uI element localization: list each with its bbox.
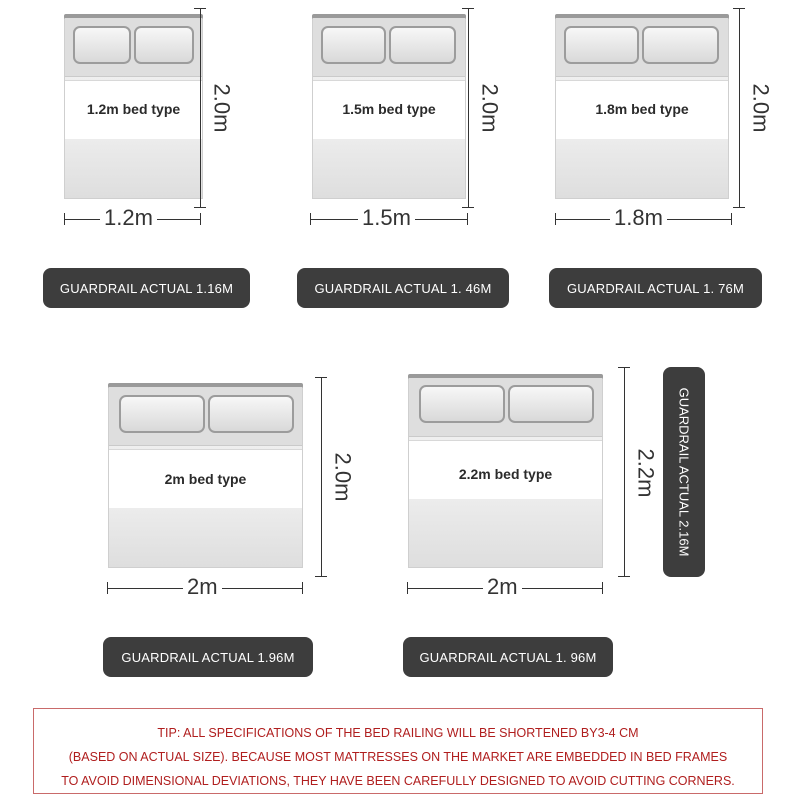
guardrail-side-label: GUARDRAIL ACTUAL 2.16M (676, 387, 692, 557)
dimension-tick (602, 582, 603, 594)
pillow-icon (389, 26, 456, 64)
pillow-icon (642, 26, 719, 64)
dimension-tick (462, 8, 474, 9)
bed-blanket (313, 139, 465, 198)
bed-diagram-2-2m (408, 377, 603, 568)
bed-diagram-1-8m (555, 17, 729, 199)
guardrail-badge: GUARDRAIL ACTUAL 1.16M (43, 268, 250, 308)
pillow-icon (508, 385, 594, 423)
width-dimension-label: 2m (183, 574, 222, 600)
tip-line-2: (BASED ON ACTUAL SIZE). BECAUSE MOST MATTRESSES ON THE MARKET ARE EMBEDDED IN BED FRAMES (68, 750, 728, 764)
guardrail-badge: GUARDRAIL ACTUAL 1.96M (103, 637, 313, 677)
dimension-tick (618, 367, 630, 368)
bed-blanket (556, 139, 728, 198)
width-dimension-label: 1.8m (610, 205, 667, 231)
length-dimension-line (624, 367, 625, 577)
length-dimension-label: 2.0m (330, 452, 356, 502)
bed-type-label: 2.2m bed type (458, 466, 553, 482)
bed-diagram-1-5m (312, 17, 466, 199)
dimension-tick (302, 582, 303, 594)
width-dimension-label: 1.2m (100, 205, 157, 231)
guardrail-badge: GUARDRAIL ACTUAL 1. 46M (297, 268, 509, 308)
bed-blanket (109, 508, 302, 567)
pillow-icon (321, 26, 386, 64)
guardrail-badge: GUARDRAIL ACTUAL 1. 96M (403, 637, 613, 677)
tip-line-1: TIP: ALL SPECIFICATIONS OF THE BED RAILING WILL BE SHORTENED BY3-4 CM (157, 726, 639, 740)
length-dimension-line (739, 8, 740, 208)
dimension-tick (315, 377, 327, 378)
bed-type-label: 1.8m bed type (595, 101, 689, 117)
bed-type-label: 2m bed type (164, 471, 247, 487)
bed-diagram-2m (108, 386, 303, 568)
pillow-icon (564, 26, 639, 64)
length-dimension-label: 2.2m (633, 448, 659, 498)
guardrail-side-badge (663, 367, 705, 577)
dimension-tick (64, 213, 65, 225)
tip-line-3: TO AVOID DIMENSIONAL DEVIATIONS, THEY HAVE BEEN CAREFULLY DESIGNED TO AVOID CUTTING CORNERS. (61, 774, 735, 788)
guardrail-badge: GUARDRAIL ACTUAL 1. 76M (549, 268, 762, 308)
length-dimension-label: 2.0m (748, 83, 774, 133)
dimension-tick (555, 213, 556, 225)
dimension-tick (467, 213, 468, 225)
pillow-icon (208, 395, 294, 433)
tip-notice (33, 708, 763, 794)
length-dimension-line (200, 8, 201, 208)
dimension-tick (731, 213, 732, 225)
dimension-tick (618, 576, 630, 577)
pillow-icon (134, 26, 194, 64)
dimension-tick (733, 8, 745, 9)
bed-type-label: 1.2m bed type (86, 101, 181, 117)
pillow-icon (419, 385, 505, 423)
length-dimension-label: 2.0m (209, 83, 235, 133)
length-dimension-label: 2.0m (477, 83, 503, 133)
pillow-icon (119, 395, 205, 433)
dimension-tick (733, 207, 745, 208)
dimension-tick (194, 207, 206, 208)
bed-blanket (409, 499, 602, 567)
pillow-icon (73, 26, 131, 64)
width-dimension-label: 2m (483, 574, 522, 600)
dimension-tick (315, 576, 327, 577)
length-dimension-line (468, 8, 469, 208)
dimension-tick (310, 213, 311, 225)
dimension-tick (194, 8, 206, 9)
width-dimension-label: 1.5m (358, 205, 415, 231)
bed-type-label: 1.5m bed type (342, 101, 436, 117)
dimension-tick (407, 582, 408, 594)
dimension-tick (462, 207, 474, 208)
dimension-tick (107, 582, 108, 594)
length-dimension-line (321, 377, 322, 577)
bed-diagram-1-2m (64, 17, 203, 199)
dimension-tick (200, 213, 201, 225)
bed-blanket (65, 139, 202, 198)
